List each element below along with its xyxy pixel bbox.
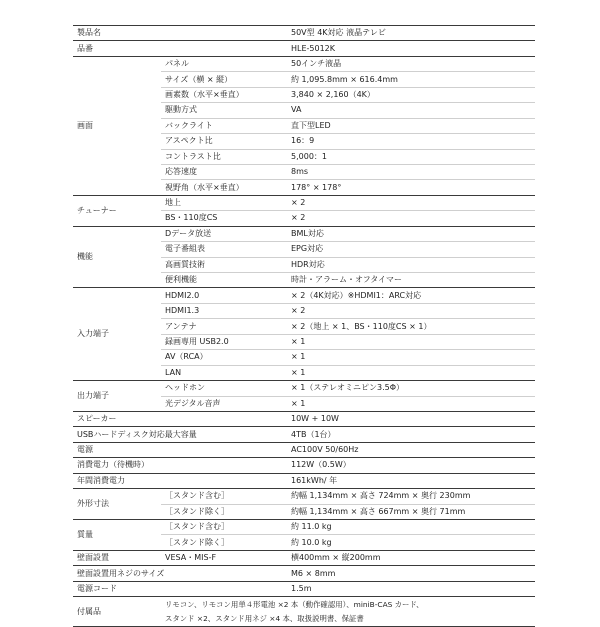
spec-row <box>73 566 535 581</box>
spec-value: × 2 <box>287 211 535 226</box>
spec-value: 16：9 <box>287 134 535 149</box>
spec-row <box>73 520 535 535</box>
spec-label: 機能 <box>73 226 161 288</box>
spec-sublabel: 画素数（水平×垂直） <box>161 87 287 102</box>
spec-sublabel: 視野角（水平×垂直） <box>161 180 287 195</box>
spec-sublabel: AV（RCA） <box>161 350 287 365</box>
spec-value: 5,000：1 <box>287 149 535 164</box>
spec-sublabel: ［スタンド含む］ <box>161 520 287 535</box>
spec-value: × 2（4K対応）※HDMI1：ARC対応 <box>287 288 535 303</box>
spec-sublabel <box>161 473 287 488</box>
spec-row <box>73 597 535 612</box>
spec-value: 約 10.0 kg <box>287 535 535 550</box>
spec-value: 10W + 10W <box>287 411 535 426</box>
spec-sublabel: ヘッドホン <box>161 381 287 396</box>
spec-row <box>73 56 535 71</box>
spec-value: リモコン、リモコン用単４形電池 ×2 本（動作確認用）、miniB-CAS カード、 <box>165 599 424 609</box>
spec-sublabel: 便利機能 <box>161 273 287 288</box>
spec-value: × 1 <box>287 350 535 365</box>
spec-row <box>73 427 535 442</box>
spec-sublabel <box>161 411 287 426</box>
spec-sublabel: 応答速度 <box>161 164 287 179</box>
spec-value: BML対応 <box>287 226 535 241</box>
spec-sublabel <box>161 581 287 596</box>
spec-value: × 1 <box>287 365 535 380</box>
spec-value: 50V型 4K対応 液晶テレビ <box>287 26 535 41</box>
spec-row <box>73 473 535 488</box>
spec-value: M6 × 8mm <box>287 566 535 581</box>
spec-sublabel: ［スタンド除く］ <box>161 504 287 519</box>
spec-value: AC100V 50/60Hz <box>287 442 535 457</box>
spec-sublabel: ［スタンド含む］ <box>161 489 287 504</box>
spec-sublabel: アスペクト比 <box>161 134 287 149</box>
spec-label: 電源コード <box>73 581 161 596</box>
spec-label: チューナー <box>73 195 161 226</box>
spec-value: 4TB（1台） <box>287 427 535 442</box>
spec-value: HLE-5012K <box>287 41 535 56</box>
spec-row <box>73 41 535 56</box>
spec-value: 約 1,095.8mm × 616.4mm <box>287 72 535 87</box>
spec-sublabel: コントラスト比 <box>161 149 287 164</box>
spec-row <box>73 381 535 396</box>
spec-label: 年間消費電力 <box>73 473 161 488</box>
spec-label: 品番 <box>73 41 161 56</box>
spec-sublabel: 地上 <box>161 195 287 210</box>
spec-sublabel: LAN <box>161 365 287 380</box>
spec-label: 入力端子 <box>73 288 161 381</box>
spec-label: 画面 <box>73 56 161 195</box>
spec-label: 質量 <box>73 520 161 551</box>
spec-value: HDR対応 <box>287 257 535 272</box>
spec-value: 112W（0.5W） <box>287 458 535 473</box>
spec-label: USBハードディスク対応最大容量 <box>73 427 287 442</box>
spec-value: × 2（地上 × 1、BS・110度CS × 1） <box>287 319 535 334</box>
spec-sublabel: ［スタンド除く］ <box>161 535 287 550</box>
spec-row <box>73 489 535 504</box>
spec-label: 壁面設置用ネジのサイズ <box>73 566 287 581</box>
spec-value: 1.5m <box>287 581 535 596</box>
spec-value: 約幅 1,134mm × 高さ 724mm × 奥行 230mm <box>287 489 535 504</box>
spec-sublabel: BS・110度CS <box>161 211 287 226</box>
spec-sublabel: HDMI2.0 <box>161 288 287 303</box>
spec-sublabel: Dデータ放送 <box>161 226 287 241</box>
spec-row <box>73 581 535 596</box>
spec-value: 直下型LED <box>287 118 535 133</box>
spec-sublabel: 光デジタル音声 <box>161 396 287 411</box>
spec-value: 3,840 × 2,160（4K） <box>287 87 535 102</box>
spec-value: 時計・アラーム・オフタイマー <box>287 273 535 288</box>
spec-label: 付属品 <box>73 597 161 627</box>
spec-label: 外形寸法 <box>73 489 161 520</box>
spec-value: × 2 <box>287 303 535 318</box>
spec-value: × 1 <box>287 396 535 411</box>
spec-row <box>73 458 535 473</box>
spec-sublabel <box>161 442 287 457</box>
spec-value: 50インチ液晶 <box>287 56 535 71</box>
spec-row <box>73 442 535 457</box>
spec-value: 8ms <box>287 164 535 179</box>
spec-label: スピーカー <box>73 411 161 426</box>
spec-sublabel: バックライト <box>161 118 287 133</box>
spec-label: 製品名 <box>73 26 161 41</box>
spec-value: 約幅 1,134mm × 高さ 667mm × 奥行 71mm <box>287 504 535 519</box>
spec-sublabel <box>161 41 287 56</box>
spec-value: × 2 <box>287 195 535 210</box>
spec-value: スタンド ×2、スタンド用ネジ ×4 本、取扱説明書、保証書 <box>161 612 535 627</box>
spec-value: 161kWh/ 年 <box>287 473 535 488</box>
spec-row <box>73 26 535 41</box>
spec-value: 約 11.0 kg <box>287 520 535 535</box>
spec-sublabel: 電子番組表 <box>161 242 287 257</box>
spec-label: 消費電力（待機時） <box>73 458 287 473</box>
spec-sublabel: アンテナ <box>161 319 287 334</box>
spec-row <box>73 411 535 426</box>
spec-value: 横400mm × 縦200mm <box>287 550 535 565</box>
spec-value: × 1（ステレオミニピン3.5Φ） <box>287 381 535 396</box>
spec-value: 178° × 178° <box>287 180 535 195</box>
spec-label: 電源 <box>73 442 161 457</box>
spec-row <box>73 226 535 241</box>
spec-row <box>73 550 535 565</box>
spec-value: VA <box>287 103 535 118</box>
spec-sublabel: サイズ（横 × 縦） <box>161 72 287 87</box>
spec-row <box>73 288 535 303</box>
spec-sublabel: VESA・MIS-F <box>161 550 287 565</box>
spec-row <box>73 195 535 210</box>
spec-value: × 1 <box>287 334 535 349</box>
spec-label: 壁面設置 <box>73 550 161 565</box>
spec-table <box>73 25 535 627</box>
spec-sublabel: 録画専用 USB2.0 <box>161 334 287 349</box>
spec-sublabel: パネル <box>161 56 287 71</box>
spec-label: 出力端子 <box>73 381 161 412</box>
spec-sublabel: HDMI1.3 <box>161 303 287 318</box>
spec-sublabel <box>161 26 287 41</box>
spec-sublabel: 駆動方式 <box>161 103 287 118</box>
spec-value: EPG対応 <box>287 242 535 257</box>
spec-sublabel: 高画質技術 <box>161 257 287 272</box>
